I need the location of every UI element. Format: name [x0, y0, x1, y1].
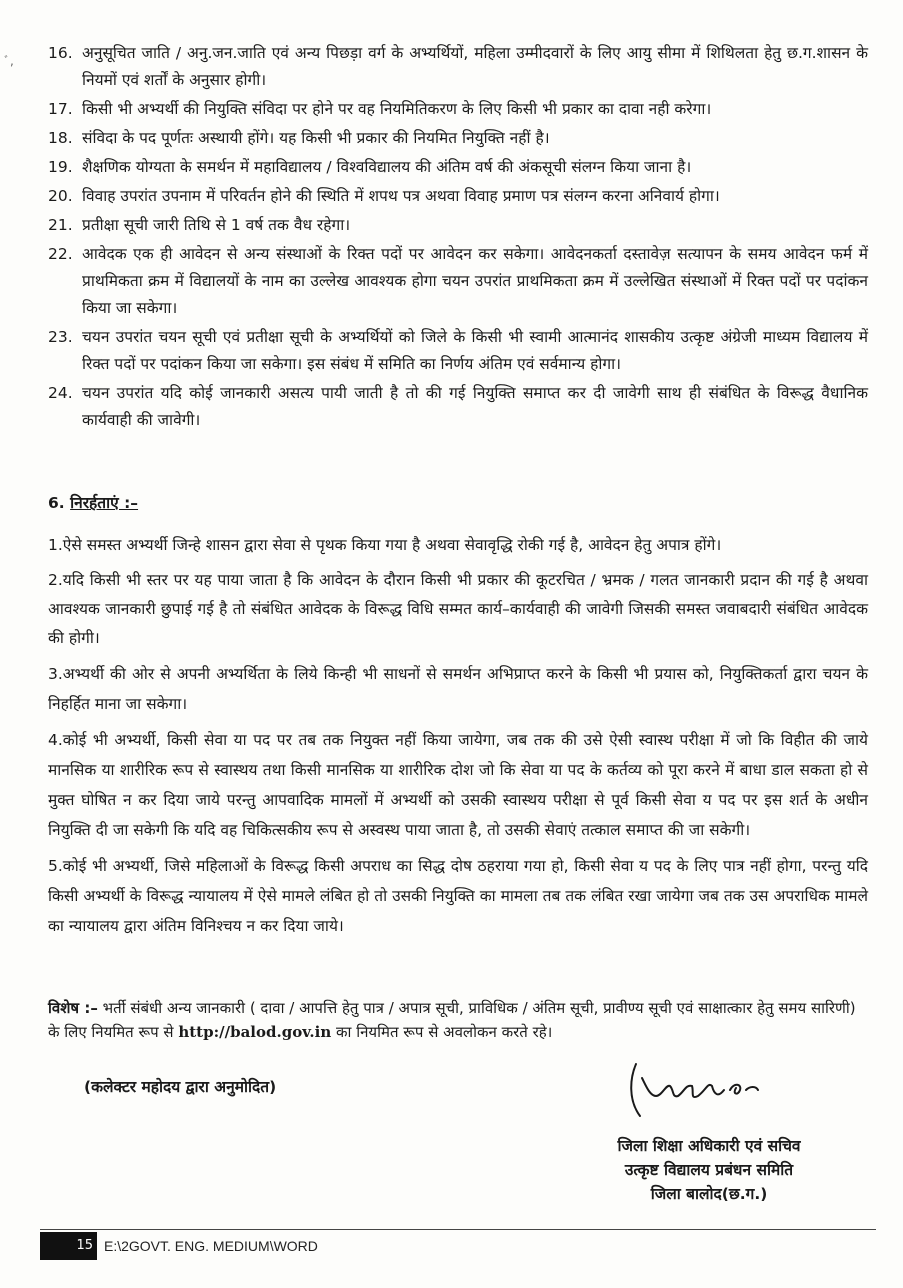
list-item: [48, 154, 868, 181]
signatory-title: जिला शिक्षा अधिकारी एवं सचिव: [617, 1137, 801, 1155]
item-text: संविदा के पद पूर्णतः अस्थायी होंगे। यह किसी भी प्रकार की नियमित नियुक्ति नहीं है।: [82, 129, 550, 147]
item-text: किसी भी अभ्यर्थी की नियुक्ति संविदा पर होने पर वह नियमितिकरण के लिए किसी भी प्रकार का दावा नही करेगा।: [82, 100, 712, 118]
item-number: 21.: [48, 216, 73, 234]
item-text: आवेदक एक ही आवेदन से अन्य संस्थाओं के रिक्त पदों पर आवेदन कर सकेगा। आवेदनकर्ता दस्तावेज़ सत्यापन के समय आवेदन फर्म में प्राथमिकता क्रम में विद्यालयों के नाम का उल्लेख आवश्यक होगा चयन उपरांत प्राथमिकता क्रम में उल्लेखित संस्थाओं में रिक्त पदों पर पदांकन किया जा सकेगा।: [82, 245, 868, 317]
item-text: चयन उपरांत चयन सूची एवं प्रतीक्षा सूची के अभ्यर्थियों को जिले के किसी भी स्वामी आत्मानंद शासकीय उत्कृष्ट अंग्रेजी माध्यम विद्यालय में रिक्त पदों पर पदांकन किया जा सकेगा। इस संबंध में समिति का निर्णय अंतिम एवं सर्वमान्य होगा।: [82, 328, 868, 373]
item-text: शैक्षणिक योग्यता के समर्थन में महाविद्यालय / विश्वविद्यालय की अंतिम वर्ष की अंकसूची संलग्न किया जाना है।: [82, 158, 692, 176]
item-number: 23.: [48, 328, 73, 346]
item-number: 16.: [48, 44, 73, 62]
disqualification-item: 3.अभ्यर्थी की ओर से अपनी अभ्यर्थिता के लिये किन्ही भी साधनों से समर्थन अभिप्राप्त करने के किसी भी प्रयास को, नियुक्तिकर्ता द्वारा चयन के निहर्हित माना जा सकेगा।: [48, 665, 868, 713]
footer-divider: [40, 1229, 876, 1230]
special-note: [48, 996, 868, 1044]
list-item: [48, 324, 868, 378]
item-number: 20.: [48, 187, 73, 205]
disqualification-item: 2.यदि किसी भी स्तर पर यह पाया जाता है कि आवेदन के दौरान किसी भी प्रकार की कूटरचित / भ्रमक / गलत जानकारी प्रदान की गई है अथवा आवश्यक जानकारी छुपाई गई है तो संबंधित आवेदक के विरूद्ध विधि सम्मत कार्य–कार्यवाही की जावेगी जिसकी समस्त जवाबदारी संबंधित आवेदक की होगी।: [48, 571, 868, 647]
list-item: [48, 125, 868, 152]
list-item: [48, 212, 868, 239]
list-item: [48, 40, 868, 94]
approval-note: (कलेक्टर महोदय द्वारा अनुमोदित): [84, 1078, 277, 1096]
item-number: 22.: [48, 245, 73, 263]
section-heading: [48, 491, 138, 513]
item-number: 18.: [48, 129, 73, 147]
note-heading: विशेष :–: [48, 999, 98, 1017]
item-text: अनुसूचित जाति / अनु.जन.जाति एवं अन्य पिछड़ा वर्ग के अभ्यर्थियों, महिला उम्मीदवारों के लिए आयु सीमा में शिथिलता हेतु छ.ग.शासन के नियमों एवं शर्तों के अनुसार होगी।: [82, 44, 868, 89]
disqualification-item: 1.ऐसे समस्त अभ्यर्थी जिन्हे शासन द्वारा सेवा से पृथक किया गया है अथवा सेवावृद्धि रोकी गई है, आवेदन हेतु अपात्र होंगे।: [48, 536, 722, 554]
item-text: चयन उपरांत यदि कोई जानकारी असत्य पायी जाती है तो की गई नियुक्ति समाप्त कर दी जावेगी साथ ही संबंधित के विरूद्ध वैधानिक कार्यवाही की जावेगी।: [82, 384, 868, 429]
page-number: 15: [40, 1232, 97, 1260]
item-number: 24.: [48, 384, 73, 402]
section-number: 6.: [48, 494, 65, 512]
website-link[interactable]: http://balod.gov.in: [178, 1023, 332, 1041]
list-item: [48, 96, 868, 123]
list-item: [48, 380, 868, 434]
file-path: E:\2GOVT. ENG. MEDIUM\WORD: [104, 1238, 318, 1254]
item-number: 19.: [48, 158, 73, 176]
note-text-end: का नियमित रूप से अवलोकन करते रहे।: [331, 1023, 553, 1041]
signature-block: [574, 1134, 844, 1206]
item-number: 17.: [48, 100, 73, 118]
section-title: निरर्हताएं :–: [70, 494, 139, 512]
note-text: भर्ती संबंधी अन्य जानकारी ( दावा / आपत्ति हेतु पात्र / अपात्र सूची, प्राविधिक / अंतिम सूची, प्रावीण्य सूची एवं साक्षात्कार हेतु समय सारिणी) के लिए नियमित रूप से: [48, 999, 856, 1041]
signatory-committee: उत्कृष्ट विद्यालय प्रबंधन समिति: [624, 1161, 794, 1179]
signatory-district: जिला बालोद(छ.ग.): [650, 1185, 768, 1203]
list-item: [48, 241, 868, 322]
conditions-list: [48, 40, 868, 436]
item-text: विवाह उपरांत उपनाम में परिवर्तन होने की स्थिति में शपथ पत्र अथवा विवाह प्रमाण पत्र संलग्न करना अनिवार्य होगा।: [82, 187, 720, 205]
item-text: प्रतीक्षा सूची जारी तिथि से 1 वर्ष तक वैध रहेगा।: [82, 216, 351, 234]
disqualification-item: 4.कोई भी अभ्यर्थी, किसी सेवा या पद पर तब तक नियुक्त नहीं किया जायेगा, जब तक की उसे ऐसी स्वास्थ परीक्षा में जो कि विहीत की जाये मानसिक या शारीरिक रूप से स्वास्थय तथा किसी मानसिक या शारीरिक दोश जो कि सेवा या पद के कर्तव्य को पूरा करने में बाधा डाल सकता हो से मुक्त घोषित न कर दिया जाये परन्तु आपवादिक मामलों में अभ्यर्थी को उसकी स्वास्थय परीक्षा से पूर्व किसी सेवा य पद पर इस शर्त के अधीन नियुक्ति दी जा सकेगी कि यदि वह चिकित्सकीय रूप से अस्वस्थ पाया जाता है, तो उसकी सेवाएं तत्काल समाप्त की जा सकेगी।: [48, 731, 868, 839]
list-item: [48, 183, 868, 210]
disqualifications-list: [48, 531, 868, 947]
scan-mark: ﾞ,: [4, 54, 14, 68]
disqualification-item: 5.कोई भी अभ्यर्थी, जिसे महिलाओं के विरूद्ध किसी अपराध का सिद्ध दोष ठहराया गया हो, किसी सेवा य पद के लिए पात्र नहीं होगा, परन्तु यदि किसी अभ्यर्थी के विरूद्ध न्यायालय में ऐसे मामले लंबित हो तो उसकी नियुक्ति का मामला तब तक लंबित रखा जायेगा जब तक उस अपराधिक मामले का न्यायालय द्वारा अंतिम विनिश्चय न कर दिया जाये।: [48, 857, 868, 935]
handwritten-signature: [622, 1056, 772, 1136]
